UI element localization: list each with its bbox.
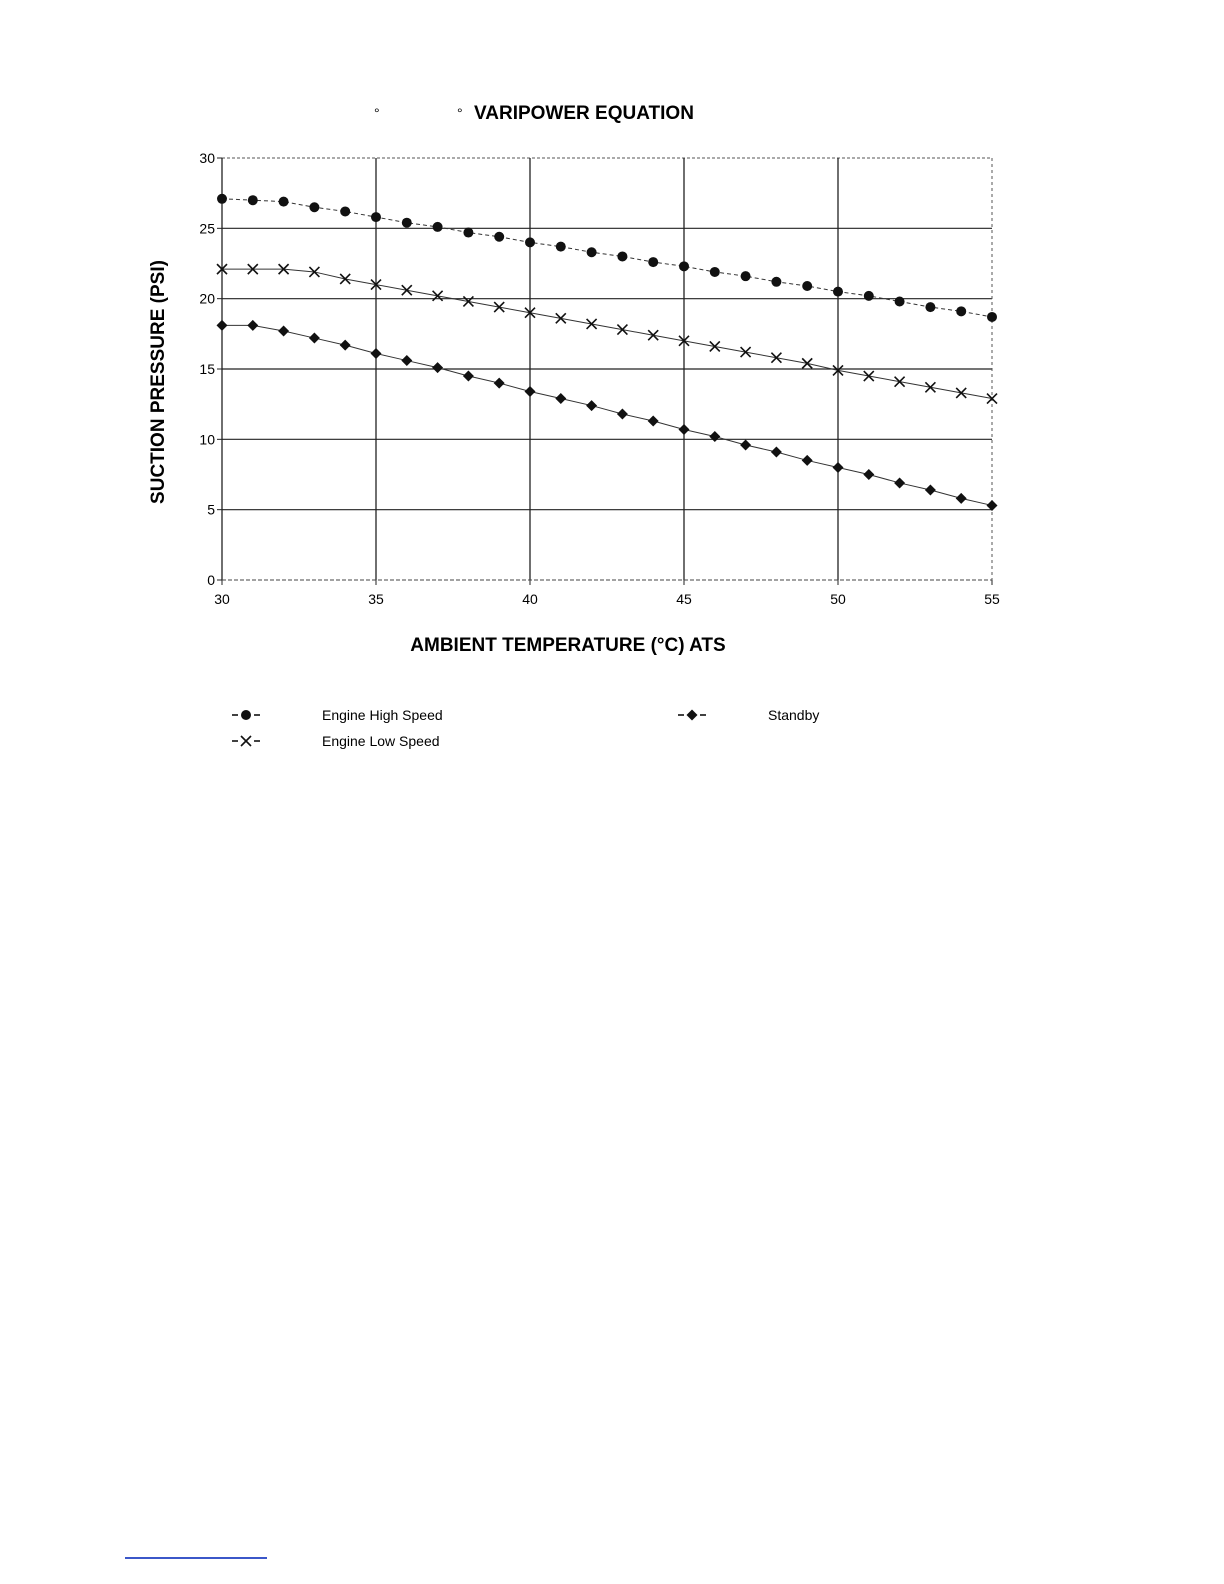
x-tick-label: 35 bbox=[368, 591, 384, 607]
data-point bbox=[525, 237, 535, 247]
x-tick-label: 30 bbox=[214, 591, 230, 607]
data-point bbox=[740, 439, 751, 450]
data-point bbox=[802, 358, 812, 368]
data-point bbox=[340, 340, 351, 351]
legend-label: Engine Low Speed bbox=[322, 733, 440, 749]
data-point bbox=[925, 484, 936, 495]
legend-label: Engine High Speed bbox=[322, 707, 443, 723]
data-point bbox=[494, 378, 505, 389]
data-point bbox=[556, 242, 566, 252]
y-axis-label: SUCTION PRESSURE (PSI) bbox=[148, 260, 169, 504]
data-point bbox=[494, 232, 504, 242]
data-point bbox=[463, 228, 473, 238]
y-tick-label: 30 bbox=[199, 150, 215, 166]
data-point bbox=[309, 333, 320, 344]
y-tick-label: 5 bbox=[207, 501, 215, 518]
data-point bbox=[525, 386, 536, 397]
data-point bbox=[710, 267, 720, 277]
series-group bbox=[217, 194, 998, 511]
x-tick-label: 50 bbox=[830, 591, 846, 607]
data-point bbox=[987, 312, 997, 322]
data-point bbox=[741, 347, 751, 357]
footer-rule bbox=[125, 1557, 267, 1559]
data-point bbox=[679, 261, 689, 271]
data-point bbox=[771, 277, 781, 287]
data-point bbox=[741, 271, 751, 281]
data-point bbox=[925, 382, 935, 392]
legend-item bbox=[232, 733, 440, 749]
data-point bbox=[833, 287, 843, 297]
legend-label: Standby bbox=[768, 707, 820, 723]
data-point bbox=[402, 285, 412, 295]
legend-marker bbox=[687, 710, 698, 721]
chart-title-text: VARIPOWER EQUATION bbox=[474, 103, 694, 124]
data-point bbox=[586, 400, 597, 411]
data-point bbox=[863, 469, 874, 480]
x-tick-label: 40 bbox=[522, 591, 538, 607]
data-point bbox=[771, 446, 782, 457]
title-mark: ° bbox=[457, 105, 463, 121]
series-diamond bbox=[217, 320, 998, 511]
data-point bbox=[709, 431, 720, 442]
series-circle bbox=[217, 194, 997, 322]
data-point bbox=[555, 393, 566, 404]
data-point bbox=[710, 341, 720, 351]
data-point bbox=[895, 377, 905, 387]
data-point bbox=[648, 257, 658, 267]
data-point bbox=[587, 319, 597, 329]
data-point bbox=[925, 302, 935, 312]
legend-marker bbox=[241, 736, 251, 746]
series-line bbox=[222, 325, 992, 505]
data-point bbox=[433, 291, 443, 301]
y-tick-label: 10 bbox=[199, 431, 215, 448]
data-point bbox=[956, 306, 966, 316]
data-point bbox=[247, 320, 258, 331]
data-point bbox=[556, 313, 566, 323]
data-point bbox=[494, 302, 504, 312]
data-point bbox=[648, 330, 658, 340]
data-point bbox=[402, 218, 412, 228]
data-point bbox=[833, 462, 844, 473]
data-point bbox=[895, 296, 905, 306]
data-point bbox=[987, 394, 997, 404]
chart-title bbox=[374, 103, 694, 124]
data-point bbox=[648, 416, 659, 427]
x-tick-label: 55 bbox=[984, 591, 1000, 607]
data-point bbox=[371, 348, 382, 359]
y-tick-label: 25 bbox=[199, 220, 215, 237]
data-point bbox=[802, 281, 812, 291]
x-axis-label: AMBIENT TEMPERATURE (°C) ATS bbox=[410, 635, 726, 656]
data-point bbox=[432, 362, 443, 373]
data-point bbox=[217, 320, 228, 331]
legend-item bbox=[678, 707, 819, 723]
data-point bbox=[864, 291, 874, 301]
data-point bbox=[463, 296, 473, 306]
legend bbox=[232, 707, 819, 749]
series-line bbox=[222, 269, 992, 398]
gridlines bbox=[222, 158, 992, 580]
data-point bbox=[401, 355, 412, 366]
data-point bbox=[617, 325, 627, 335]
data-point bbox=[371, 212, 381, 222]
y-tick-label: 15 bbox=[199, 361, 215, 377]
data-point bbox=[309, 202, 319, 212]
data-point bbox=[278, 326, 289, 337]
x-tick-label: 45 bbox=[676, 591, 692, 607]
data-point bbox=[679, 424, 690, 435]
title-mark: ° bbox=[374, 105, 380, 121]
axes bbox=[217, 158, 992, 585]
legend-marker bbox=[241, 710, 251, 720]
data-point bbox=[587, 247, 597, 257]
data-point bbox=[802, 455, 813, 466]
data-point bbox=[956, 388, 966, 398]
y-tick-label: 0 bbox=[207, 572, 215, 588]
data-point bbox=[217, 194, 227, 204]
data-point bbox=[864, 371, 874, 381]
series-x bbox=[217, 264, 997, 403]
data-point bbox=[956, 493, 967, 504]
data-point bbox=[340, 274, 350, 284]
data-point bbox=[894, 477, 905, 488]
data-point bbox=[433, 222, 443, 232]
data-point bbox=[771, 353, 781, 363]
data-point bbox=[248, 195, 258, 205]
data-point bbox=[279, 197, 289, 207]
data-point bbox=[340, 206, 350, 216]
data-point bbox=[617, 251, 627, 261]
data-point bbox=[463, 371, 474, 382]
y-tick-label: 20 bbox=[199, 290, 215, 307]
legend-item bbox=[232, 707, 443, 723]
data-point bbox=[617, 409, 628, 420]
